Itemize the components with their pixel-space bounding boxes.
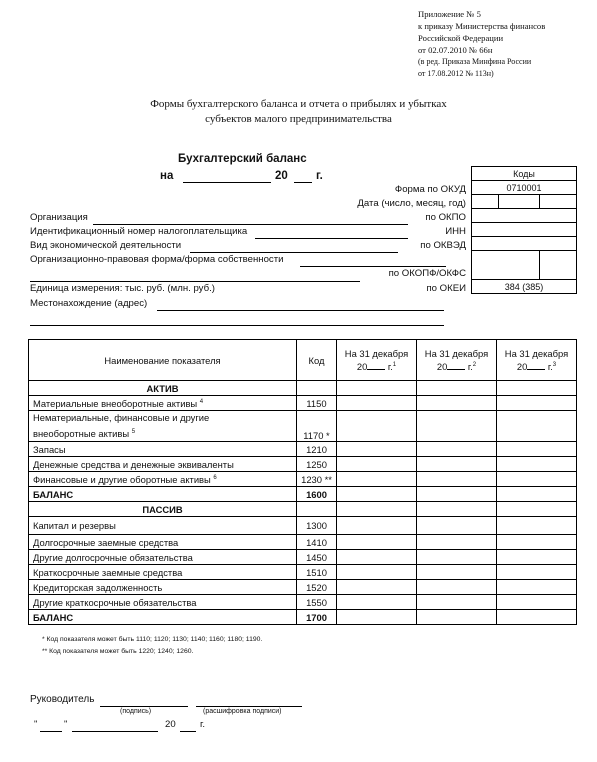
balance-date-line[interactable] xyxy=(183,182,271,183)
date-quote-close: " xyxy=(64,719,68,730)
value-cell[interactable] xyxy=(417,457,497,472)
value-cell[interactable] xyxy=(417,565,497,580)
date-col-year: 20 xyxy=(356,361,368,372)
appendix-line: от 17.08.2012 № 113н) xyxy=(418,69,494,78)
value-cell[interactable] xyxy=(417,442,497,457)
value-cell[interactable] xyxy=(497,517,577,535)
activity-label: Вид экономической деятельности xyxy=(30,240,182,251)
appendix-line: к приказу Министерства финансов xyxy=(418,21,546,31)
value-cell[interactable] xyxy=(337,580,417,595)
balance-year: 20 xyxy=(275,170,288,182)
legal-form-line[interactable] xyxy=(300,266,446,267)
date-col-label: На 31 декабря xyxy=(504,348,569,359)
row-name-text: Нематериальные, финансовые и другие xyxy=(33,412,210,423)
organization-label: Организация xyxy=(30,212,88,223)
sign-day-line[interactable] xyxy=(40,731,62,732)
value-cell[interactable] xyxy=(337,487,417,502)
balance-table xyxy=(28,339,577,625)
total-code: 1700 xyxy=(297,610,337,625)
row-name: Капитал и резервы xyxy=(29,517,297,535)
total-row-passive xyxy=(29,610,577,625)
row-sup: 4 xyxy=(199,398,204,405)
okved-cell[interactable] xyxy=(472,237,577,251)
row-name-text-2: внеоборотные активы xyxy=(33,428,130,440)
organization-line[interactable] xyxy=(93,224,408,225)
value-cell[interactable] xyxy=(417,580,497,595)
row-code: 1450 xyxy=(297,550,337,565)
appendix-line: (в ред. Приказа Минфина России xyxy=(418,57,532,66)
value-cell[interactable] xyxy=(337,535,417,550)
value-cell[interactable] xyxy=(337,442,417,457)
row-name-text: Материальные внеоборотные активы xyxy=(33,397,198,409)
value-cell[interactable] xyxy=(417,411,497,442)
inn-field-line[interactable] xyxy=(255,238,408,239)
value-cell[interactable] xyxy=(497,457,577,472)
value-cell[interactable] xyxy=(497,396,577,411)
sign-month-line[interactable] xyxy=(72,731,158,732)
date-col-sup: 3 xyxy=(552,361,557,368)
row-name xyxy=(29,411,297,442)
date-col-suffix: г. xyxy=(387,361,393,372)
date-col-header-3 xyxy=(497,340,577,381)
table-row xyxy=(29,442,577,457)
date-col-year: 20 xyxy=(436,361,448,372)
legal-form-line-2[interactable] xyxy=(30,281,360,282)
value-cell[interactable] xyxy=(497,595,577,610)
table-row xyxy=(29,457,577,472)
value-cell[interactable] xyxy=(417,396,497,411)
okfs-cell[interactable] xyxy=(540,251,577,280)
section-title: АКТИВ xyxy=(29,381,297,396)
okpo-label: по ОКПО xyxy=(425,212,466,223)
location-label: Местонахождение (адрес) xyxy=(30,298,148,309)
row-code: 1170 * xyxy=(297,411,337,442)
table-row xyxy=(29,565,577,580)
appendix-line: от 02.07.2010 № 66н xyxy=(418,45,493,55)
date-col-year: 20 xyxy=(516,361,528,372)
sign-year-line[interactable] xyxy=(180,731,196,732)
balance-title: Бухгалтерский баланс xyxy=(178,153,307,165)
row-code: 1520 xyxy=(297,580,337,595)
row-code: 1210 xyxy=(297,442,337,457)
value-cell[interactable] xyxy=(337,472,417,487)
document-title-line: Формы бухгалтерского баланса и отчета о прибылях и убытках xyxy=(150,98,447,110)
value-cell[interactable] xyxy=(497,580,577,595)
value-cell[interactable] xyxy=(417,472,497,487)
okved-label: по ОКВЭД xyxy=(420,240,466,251)
table-header-row xyxy=(29,340,577,381)
inn-label: ИНН xyxy=(445,226,466,237)
value-cell[interactable] xyxy=(417,517,497,535)
row-sup: 6 xyxy=(213,474,217,481)
location-line-2[interactable] xyxy=(30,325,444,326)
appendix-line: Российской Федерации xyxy=(418,33,504,43)
total-name: БАЛАНС xyxy=(29,610,297,625)
value-cell[interactable] xyxy=(497,411,577,442)
okei-label: по ОКЕИ xyxy=(426,283,466,294)
row-code: 1550 xyxy=(297,595,337,610)
head-label: Руководитель xyxy=(30,694,95,705)
date-col-header-1 xyxy=(337,340,417,381)
row-code: 1410 xyxy=(297,535,337,550)
date-label: Дата (число, месяц, год) xyxy=(357,198,466,209)
location-line[interactable] xyxy=(157,310,444,311)
signature-decode-line[interactable] xyxy=(196,706,302,707)
inn-cell[interactable] xyxy=(472,223,577,237)
row-code: 1250 xyxy=(297,457,337,472)
total-name: БАЛАНС xyxy=(29,487,297,502)
appendix-line: Приложение № 5 xyxy=(418,9,481,19)
document-title-line: субъектов малого предпринимательства xyxy=(205,113,392,125)
value-cell[interactable] xyxy=(497,442,577,457)
value-cell[interactable] xyxy=(337,565,417,580)
row-code: 1230 ** xyxy=(297,472,337,487)
appendix-note xyxy=(418,8,545,80)
okud-label: Форма по ОКУД xyxy=(394,184,466,195)
row-name: Долгосрочные заемные средства xyxy=(29,535,297,550)
table-row xyxy=(29,550,577,565)
table-row xyxy=(29,580,577,595)
okud-value: 0710001 xyxy=(472,181,577,195)
col-name-header: Наименование показателя xyxy=(29,340,297,381)
total-row-active xyxy=(29,487,577,502)
activity-line[interactable] xyxy=(190,252,398,253)
okopf-label: по ОКОПФ/ОКФС xyxy=(388,268,466,279)
value-cell[interactable] xyxy=(417,595,497,610)
row-name: Другие долгосрочные обязательства xyxy=(29,550,297,565)
row-name-text: Финансовые и другие оборотные активы xyxy=(33,473,211,485)
table-row xyxy=(29,535,577,550)
date-col-sup: 1 xyxy=(392,361,397,368)
row-code: 1510 xyxy=(297,565,337,580)
value-cell[interactable] xyxy=(337,396,417,411)
decode-hint: (расшифровка подписи) xyxy=(203,708,282,715)
okpo-cell[interactable] xyxy=(472,209,577,223)
col-code-header: Код xyxy=(297,340,337,381)
value-cell[interactable] xyxy=(497,487,577,502)
value-cell[interactable] xyxy=(337,517,417,535)
row-name: Запасы xyxy=(29,442,297,457)
document-title xyxy=(0,97,597,127)
balance-year-line[interactable] xyxy=(294,182,312,183)
unit-label: Единица измерения: тыс. руб. (млн. руб.) xyxy=(30,283,215,294)
date-col-label: На 31 декабря xyxy=(424,348,489,359)
section-row-active xyxy=(29,381,577,396)
date-month-cell[interactable] xyxy=(499,195,540,209)
date-day-cell[interactable] xyxy=(472,195,499,209)
value-cell[interactable] xyxy=(497,565,577,580)
table-row xyxy=(29,396,577,411)
signature-line[interactable] xyxy=(100,706,188,707)
codes-table xyxy=(471,166,577,294)
date-col-header-2 xyxy=(417,340,497,381)
section-title: ПАССИВ xyxy=(29,502,297,517)
value-cell[interactable] xyxy=(337,610,417,625)
date-col-suffix: г. xyxy=(467,361,473,372)
value-cell[interactable] xyxy=(417,610,497,625)
value-cell[interactable] xyxy=(337,411,417,442)
sign-year-suffix: г. xyxy=(200,719,205,730)
row-code: 1300 xyxy=(297,517,337,535)
row-name: Денежные средства и денежные эквиваленты xyxy=(29,457,297,472)
value-cell[interactable] xyxy=(417,487,497,502)
codes-header: Коды xyxy=(472,167,577,181)
date-col-label: На 31 декабря xyxy=(344,348,409,359)
table-row xyxy=(29,517,577,535)
value-cell[interactable] xyxy=(497,472,577,487)
footnote-2: ** Код показателя может быть 1220; 1240; 1260. xyxy=(42,648,194,655)
signature-hint: (подпись) xyxy=(120,708,152,715)
sign-year: 20 xyxy=(165,719,176,730)
row-name xyxy=(29,396,297,411)
value-cell[interactable] xyxy=(337,550,417,565)
table-row xyxy=(29,595,577,610)
date-year-cell[interactable] xyxy=(540,195,577,209)
footnote-1: * Код показателя может быть 1110; 1120; 1130; 1140; 1160; 1180; 1190. xyxy=(42,636,263,643)
row-name xyxy=(29,472,297,487)
date-col-suffix: г. xyxy=(547,361,553,372)
row-name: Другие краткосрочные обязательства xyxy=(29,595,297,610)
value-cell[interactable] xyxy=(497,535,577,550)
row-sup: 5 xyxy=(131,429,136,435)
value-cell[interactable] xyxy=(497,610,577,625)
value-cell[interactable] xyxy=(497,550,577,565)
row-name: Краткосрочные заемные средства xyxy=(29,565,297,580)
value-cell[interactable] xyxy=(337,595,417,610)
total-code: 1600 xyxy=(297,487,337,502)
inn-field-label: Идентификационный номер налогоплательщика xyxy=(30,226,248,237)
okopf-cell[interactable] xyxy=(472,251,540,280)
value-cell[interactable] xyxy=(337,457,417,472)
okei-value: 384 (385) xyxy=(472,280,577,294)
date-col-sup: 2 xyxy=(472,361,477,368)
legal-form-label: Организационно-правовая форма/форма собственности xyxy=(30,254,284,265)
table-row xyxy=(29,472,577,487)
value-cell[interactable] xyxy=(417,550,497,565)
value-cell[interactable] xyxy=(417,535,497,550)
section-row-passive xyxy=(29,502,577,517)
table-row xyxy=(29,411,577,442)
date-quote-open: " xyxy=(34,719,38,730)
row-code: 1150 xyxy=(297,396,337,411)
balance-year-suffix: г. xyxy=(316,170,323,182)
row-name: Кредиторская задолженность xyxy=(29,580,297,595)
balance-date-on: на xyxy=(160,170,174,182)
